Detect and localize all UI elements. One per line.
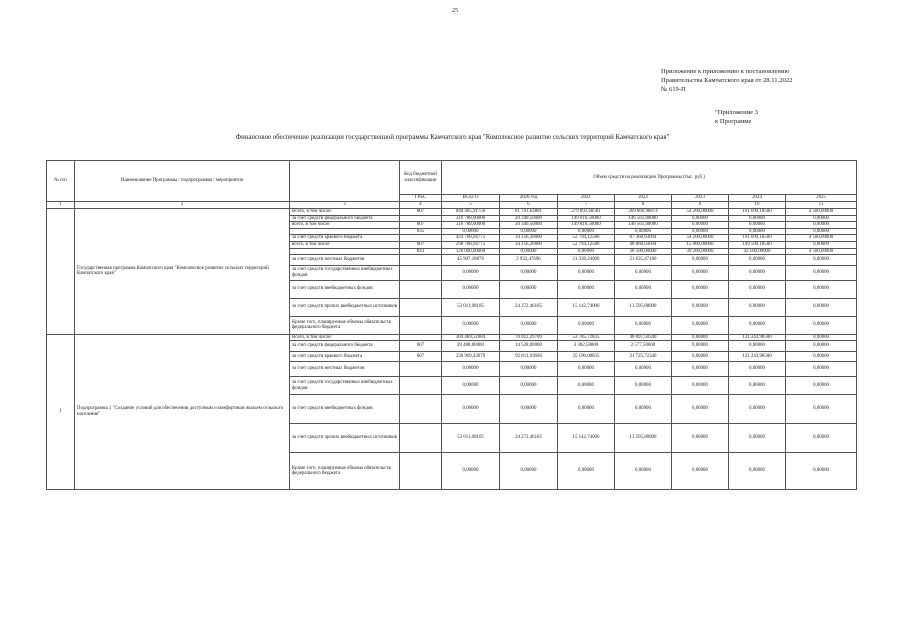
amount-cell: 146 561,00000: [615, 215, 672, 222]
amount-cell: 0,00000: [786, 395, 857, 424]
funding-source: за счет средств внебюджетных фондов: [290, 395, 400, 424]
amount-cell: 0,00000: [672, 453, 729, 490]
header-year: 2025: [786, 195, 857, 202]
amount-cell: 0,00000: [729, 280, 786, 298]
amount-cell: 0,00000: [729, 341, 786, 352]
financing-table: [46, 160, 857, 490]
amount-cell: 92 811,03604: [500, 351, 558, 362]
header-year: 2021: [558, 195, 615, 202]
amount-cell: 0,00000: [729, 265, 786, 280]
amount-cell: 35 190,08835: [558, 351, 615, 362]
grbs-code: [400, 424, 442, 453]
funding-source: за счет средств федерального бюджета: [290, 341, 400, 352]
amount-cell: 0,00000: [558, 316, 615, 334]
index-cell: 7: [558, 202, 615, 209]
table-header-row: [47, 161, 857, 195]
amount-cell: 126 000,00000: [442, 248, 500, 255]
amount-cell: 149 816,50000: [558, 215, 615, 222]
amount-cell: 298 708,94775: [442, 241, 500, 248]
amount-cell: 0,00000: [500, 316, 558, 334]
funding-source: за счет средств государственных внебюджетных фондов: [290, 377, 400, 395]
table-row: [47, 334, 857, 341]
amount-cell: 230 969,43079: [442, 351, 500, 362]
appendix-header-line: № 619-П: [661, 86, 686, 93]
page-number: 25: [452, 8, 458, 14]
amount-cell: 34 156,20000: [500, 241, 558, 248]
amount-cell: 24 272,46105: [500, 424, 558, 453]
amount-cell: 0,00000: [786, 265, 857, 280]
amount-cell: 87 368,03694: [615, 235, 672, 242]
grbs-code: [400, 235, 442, 242]
header-name: Наименование Программы / подпрограммы / мероприятия: [75, 161, 290, 202]
row-number: 1: [47, 334, 75, 490]
amount-cell: 15 142,74000: [558, 424, 615, 453]
amount-cell: 0,00000: [442, 316, 500, 334]
amount-cell: 269 866,98874: [615, 209, 672, 216]
amount-cell: 38 500,00000: [615, 248, 672, 255]
amount-cell: 0,00000: [672, 298, 729, 316]
amount-cell: 131 243,98500: [729, 351, 786, 362]
amount-cell: 0,00000: [500, 265, 558, 280]
header-grbs: ГРБС: [400, 195, 442, 202]
amount-cell: 13 595,88000: [615, 424, 672, 453]
header-year: 2020 год: [500, 195, 558, 202]
amount-cell: 0,00000: [729, 362, 786, 377]
amount-cell: 0,00000: [672, 228, 729, 235]
amount-cell: 0,00000: [442, 453, 500, 490]
amount-cell: 0,00000: [672, 316, 729, 334]
index-cell: 3: [290, 202, 400, 209]
amount-cell: 39 200,00000: [672, 248, 729, 255]
amount-cell: 0,00000: [615, 265, 672, 280]
amount-cell: 53 011,08105: [442, 424, 500, 453]
amount-cell: 52 794,12580: [558, 235, 615, 242]
amount-cell: 0,00000: [672, 222, 729, 229]
amount-cell: 0,00000: [615, 228, 672, 235]
amount-cell: 0,00000: [729, 424, 786, 453]
grbs-code: [400, 255, 442, 266]
amount-cell: 0,00000: [615, 395, 672, 424]
index-cell: 5: [442, 202, 500, 209]
amount-cell: 0,00000: [500, 248, 558, 255]
header-year: 2022: [615, 195, 672, 202]
amount-cell: 0,00000: [729, 395, 786, 424]
amount-cell: 0,00000: [786, 316, 857, 334]
index-cell: 2: [75, 202, 290, 209]
amount-cell: 0,00000: [729, 316, 786, 334]
amount-cell: 0,00000: [500, 453, 558, 490]
row-number: [47, 209, 75, 335]
amount-cell: 0,00000: [729, 228, 786, 235]
header-code: Код бюджетной классификации: [400, 161, 442, 195]
amount-cell: 0,00000: [615, 377, 672, 395]
header-blank: [290, 161, 400, 202]
amount-cell: 0,00000: [672, 377, 729, 395]
amount-cell: 0,00000: [672, 215, 729, 222]
amount-cell: 53 785,72835: [558, 334, 615, 341]
grbs-code: 835: [400, 228, 442, 235]
amount-cell: 0,00000: [672, 362, 729, 377]
amount-cell: 0,00000: [786, 453, 857, 490]
amount-cell: 0,00000: [615, 362, 672, 377]
grbs-code: [400, 265, 442, 280]
grbs-code: 807: [400, 241, 442, 248]
amount-cell: 70 012,29709: [500, 334, 558, 341]
amount-cell: 0,00000: [558, 248, 615, 255]
amount-cell: 0,00000: [786, 280, 857, 298]
amount-cell: 0,00000: [786, 424, 857, 453]
amount-cell: 0,00000: [729, 453, 786, 490]
amount-cell: 0,00000: [442, 280, 500, 298]
appendix-header-line: Приложение к приложению к постановлению: [661, 68, 790, 75]
amount-cell: 0,00000: [615, 280, 672, 298]
amount-cell: 54 200,00000: [672, 209, 729, 216]
amount-cell: 0,00000: [672, 351, 729, 362]
header-year: 2023: [672, 195, 729, 202]
grbs-code: 807: [400, 222, 442, 229]
amount-cell: 316 788,00000: [442, 222, 500, 229]
amount-cell: 0,00000: [786, 255, 857, 266]
funding-source: за счет средств федерального бюджета: [290, 215, 400, 222]
amount-cell: 15 142,74000: [558, 298, 615, 316]
funding-source: Всего, в том числе:: [290, 209, 400, 216]
amount-cell: 146 561,00000: [615, 222, 672, 229]
amount-cell: 316 788,00000: [442, 215, 500, 222]
amount-cell: 0,00000: [672, 255, 729, 266]
index-cell: 8: [615, 202, 672, 209]
amount-cell: 0,00000: [500, 228, 558, 235]
amount-cell: 4 500,00000: [786, 235, 857, 242]
amount-cell: 0,00000: [729, 298, 786, 316]
amount-cell: 0,00000: [558, 362, 615, 377]
amount-cell: 2 577,50000: [615, 341, 672, 352]
table-row: [47, 209, 857, 216]
funding-source: всего, в том числе: [290, 222, 400, 229]
grbs-code: [400, 362, 442, 377]
amount-cell: 24 272,46105: [500, 298, 558, 316]
amount-cell: 0,00000: [615, 316, 672, 334]
funding-source: Всего, в том числе:: [290, 334, 400, 341]
grbs-code: 807: [400, 351, 442, 362]
header-year: 2024: [729, 195, 786, 202]
amount-cell: 0,00000: [442, 265, 500, 280]
amount-cell: 20 340,50000: [500, 215, 558, 222]
amount-cell: 0,00000: [558, 377, 615, 395]
funding-source: за счет средств краевого бюджета: [290, 235, 400, 242]
amount-cell: 21 339,24000: [558, 255, 615, 266]
appendix-reference: [715, 108, 758, 126]
program-section: [47, 209, 857, 335]
amount-cell: 0,00000: [786, 334, 857, 341]
amount-cell: 0,00000: [615, 453, 672, 490]
amount-cell: 0,00000: [786, 351, 857, 362]
amount-cell: 191 699,18500: [729, 235, 786, 242]
amount-cell: 15 000,00000: [672, 241, 729, 248]
amount-cell: 0,00000: [786, 362, 857, 377]
amount-cell: 0,00000: [786, 377, 857, 395]
amount-cell: 13 595,88000: [615, 298, 672, 316]
amount-cell: 0,00000: [672, 424, 729, 453]
amount-cell: 52 794,12580: [558, 241, 615, 248]
amount-cell: 0,00000: [729, 215, 786, 222]
amount-cell: 0,00000: [442, 395, 500, 424]
amount-cell: 0,00000: [500, 377, 558, 395]
amount-cell: 0,00000: [729, 255, 786, 266]
amount-cell: 81 701,63801: [500, 209, 558, 216]
index-cell: 11: [786, 202, 857, 209]
amount-cell: 54 200,00000: [672, 235, 729, 242]
appendix-header: [661, 67, 792, 94]
amount-cell: 0,00000: [672, 395, 729, 424]
index-cell: 9: [672, 202, 729, 209]
funding-source: [290, 248, 400, 255]
appendix-reference-line: "Приложение 3: [715, 109, 759, 116]
amount-cell: 424 708,94775: [442, 235, 500, 242]
amount-cell: 0,00000: [558, 280, 615, 298]
amount-cell: 0,00000: [558, 395, 615, 424]
amount-cell: 0,00000: [786, 222, 857, 229]
funding-source: Кроме того, планируемые объемы обязательств федерального бюджета: [290, 316, 400, 334]
amount-cell: 31 725,72340: [615, 351, 672, 362]
grbs-code: [400, 453, 442, 490]
amount-cell: 42 100,00000: [729, 248, 786, 255]
grbs-code: 843: [400, 248, 442, 255]
amount-cell: 0,00000: [729, 377, 786, 395]
grbs-code: [400, 316, 442, 334]
index-cell: 1: [47, 202, 75, 209]
amount-cell: 0,00000: [672, 341, 729, 352]
grbs-code: [400, 215, 442, 222]
header-year: ВСЕГО: [442, 195, 500, 202]
document-title: Финансовое обеспечение реализации государственной программы Камчатского края "Комплексное развитие сельских территорий Камчатского края": [235, 134, 670, 141]
amount-cell: 4 500,00000: [786, 248, 857, 255]
header-volume: Объем средств на реализацию Программы (тыс. руб.): [442, 161, 857, 195]
grbs-code: [400, 334, 442, 341]
appendix-reference-line: к Программе: [715, 118, 752, 125]
funding-source: за счет средств государственных внебюджетных фондов: [290, 265, 400, 280]
amount-cell: 0,00000: [672, 334, 729, 341]
amount-cell: 0,00000: [786, 341, 857, 352]
funding-source: [290, 228, 400, 235]
amount-cell: 0,00000: [786, 215, 857, 222]
amount-cell: 2 932,47696: [500, 255, 558, 266]
amount-cell: 48 868,03694: [615, 241, 672, 248]
funding-source: за счет средств прочих внебюджетных источников: [290, 424, 400, 453]
amount-cell: 0,00000: [442, 228, 500, 235]
amount-cell: 0,00000: [672, 265, 729, 280]
amount-cell: 20 488,00000: [442, 341, 500, 352]
funding-source: всего, в том числе: [290, 241, 400, 248]
header-num: № п/п: [47, 161, 75, 202]
program-name: Подпрограмма 1 "Создание условий для обеспечения доступным и комфортным жильем сельского населения": [75, 334, 290, 490]
grbs-code: [400, 280, 442, 298]
funding-source: за счет средств местных бюджетов: [290, 255, 400, 266]
amount-cell: 191 699,18500: [729, 209, 786, 216]
index-cell: 10: [729, 202, 786, 209]
amount-cell: 131 243,98500: [729, 334, 786, 341]
appendix-header-line: Правительства Камчатского края от 28.11.2022: [661, 77, 793, 84]
grbs-code: [400, 395, 442, 424]
amount-cell: 0,00000: [558, 228, 615, 235]
amount-cell: 0,00000: [558, 265, 615, 280]
index-cell: 4: [400, 202, 442, 209]
amount-cell: 149 599,18500: [729, 241, 786, 248]
amount-cell: 48 897,50340: [615, 334, 672, 341]
program-name: Государственная программа Камчатского края "Комплексное развитие сельских территорий Камчатского края": [75, 209, 290, 335]
amount-cell: 0,00000: [500, 395, 558, 424]
amount-cell: 0,00000: [442, 362, 500, 377]
amount-cell: 279 892,60581: [558, 209, 615, 216]
amount-cell: 0,00000: [500, 362, 558, 377]
index-cell: 6: [500, 202, 558, 209]
amount-cell: 304 469,51884: [442, 334, 500, 341]
amount-cell: 4 500,00000: [786, 209, 857, 216]
index-row: [47, 202, 857, 209]
amount-cell: 53 011,08105: [442, 298, 500, 316]
amount-cell: 3 382,50000: [558, 341, 615, 352]
grbs-code: [400, 298, 442, 316]
funding-source: за счет средств краевого бюджета: [290, 351, 400, 362]
subprogram-section: [47, 334, 857, 490]
amount-cell: 0,00000: [500, 280, 558, 298]
amount-cell: 0,00000: [729, 222, 786, 229]
funding-source: за счет средств местных бюджетов: [290, 362, 400, 377]
amount-cell: 21 635,47180: [615, 255, 672, 266]
amount-cell: 0,00000: [442, 377, 500, 395]
amount-cell: 0,00000: [672, 280, 729, 298]
amount-cell: 840 405,91756: [442, 209, 500, 216]
grbs-code: 807: [400, 209, 442, 216]
amount-cell: 0,00000: [786, 228, 857, 235]
amount-cell: 45 907,18876: [442, 255, 500, 266]
amount-cell: 20 340,50000: [500, 222, 558, 229]
amount-cell: 0,00000: [786, 298, 857, 316]
amount-cell: 0,00000: [786, 241, 857, 248]
amount-cell: 34 156,20000: [500, 235, 558, 242]
grbs-code: 807: [400, 341, 442, 352]
amount-cell: 149 816,50000: [558, 222, 615, 229]
amount-cell: 14 528,00000: [500, 341, 558, 352]
amount-cell: 0,00000: [558, 453, 615, 490]
grbs-code: [400, 377, 442, 395]
funding-source: за счет средств внебюджетных фондов: [290, 280, 400, 298]
funding-source: за счет средств прочих внебюджетных источников: [290, 298, 400, 316]
funding-source: Кроме того, планируемые объемы обязательств федерального бюджета: [290, 453, 400, 490]
